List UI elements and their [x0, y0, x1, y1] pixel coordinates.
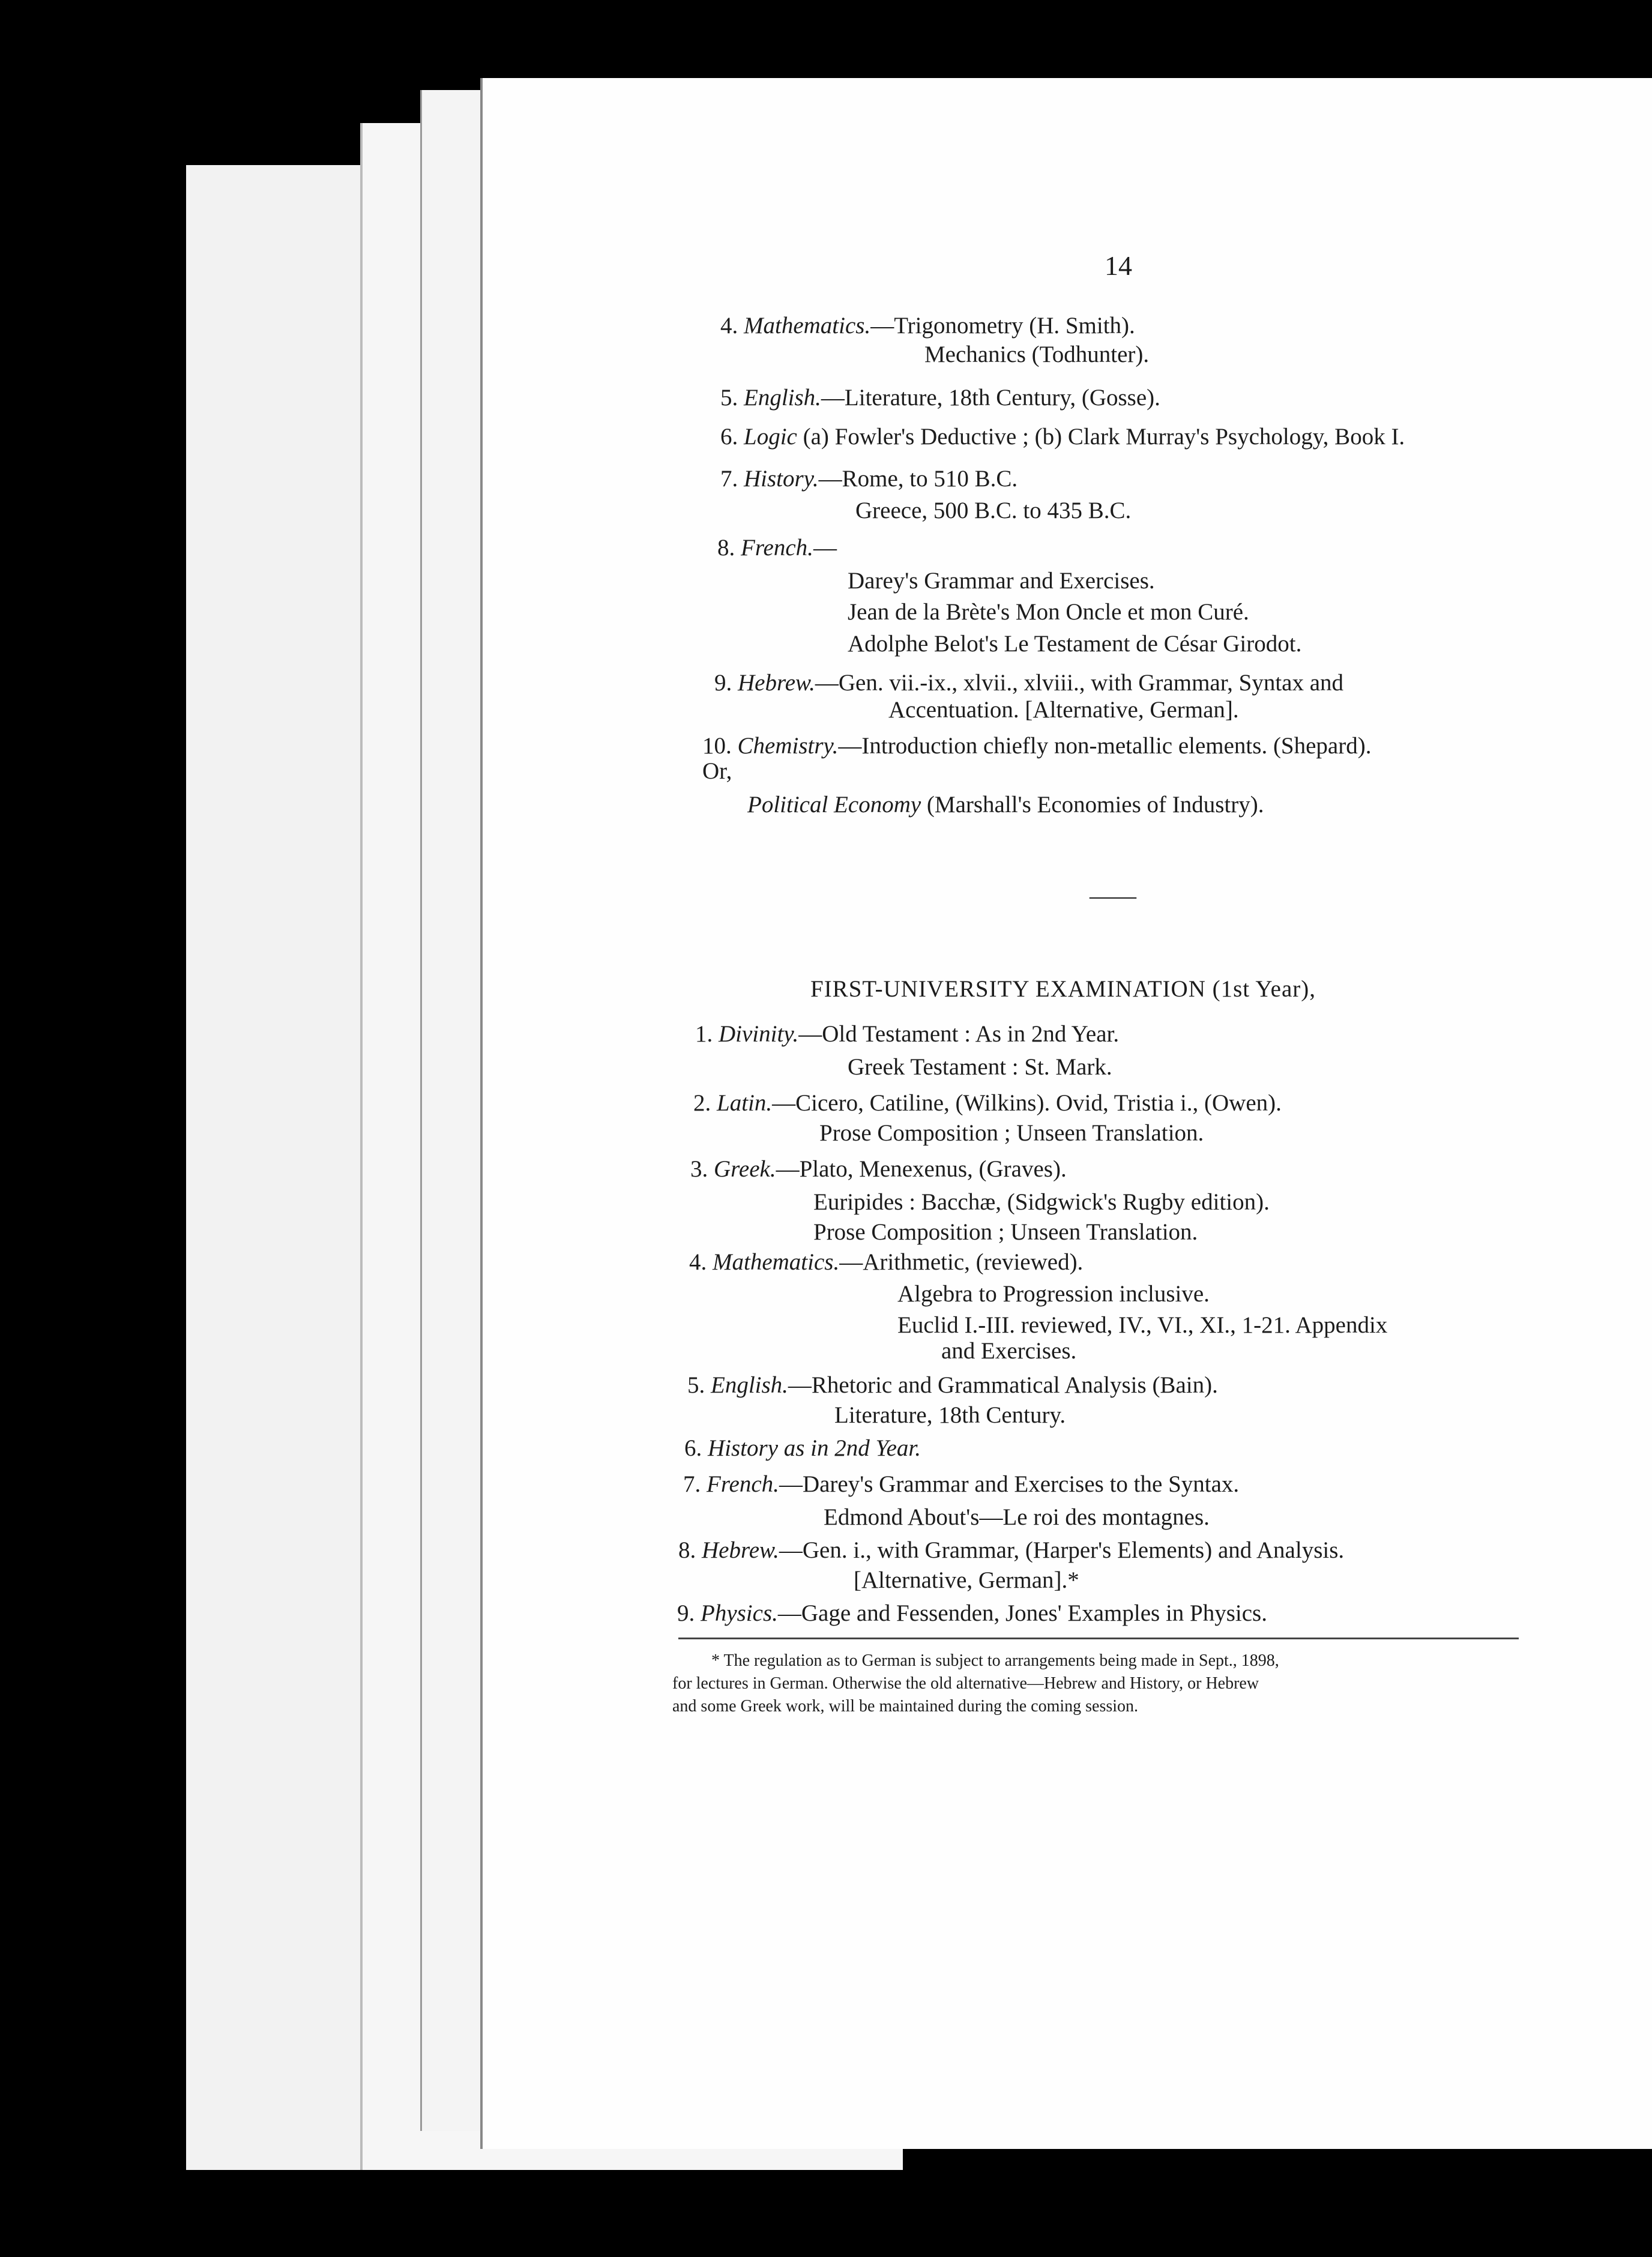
- page-number: 14: [1105, 250, 1132, 281]
- list-item: 3. Greek.—Plato, Menexenus, (Graves).: [690, 1156, 1067, 1182]
- section-title: FIRST-UNIVERSITY EXAMINATION (1st Year),: [810, 976, 1316, 1002]
- list-item: 8. Hebrew.—Gen. i., with Grammar, (Harper's Elements) and Analysis.: [678, 1537, 1345, 1563]
- list-item-continuation: Euripides : Bacchæ, (Sidgwick's Rugby edition).: [813, 1189, 1270, 1215]
- section-separator: ——: [1090, 883, 1136, 909]
- list-item-continuation: Prose Composition ; Unseen Translation.: [819, 1120, 1204, 1146]
- list-item-continuation: Prose Composition ; Unseen Translation.: [813, 1219, 1198, 1245]
- list-item-continuation: Jean de la Brète's Mon Oncle et mon Curé.: [848, 599, 1249, 625]
- list-item: 5. English.—Rhetoric and Grammatical Analysis (Bain).: [687, 1372, 1218, 1398]
- footnote-divider: [678, 1638, 1519, 1639]
- list-item: 7. French.—Darey's Grammar and Exercises to the Syntax.: [683, 1471, 1240, 1497]
- list-item: 7. History.—Rome, to 510 B.C.: [720, 466, 1018, 492]
- list-item-continuation: Literature, 18th Century.: [834, 1402, 1066, 1428]
- footnote-line: * The regulation as to German is subject to arrangements being made in Sept., 1898,: [711, 1651, 1279, 1670]
- list-item: 6. Logic (a) Fowler's Deductive ; (b) Clark Murray's Psychology, Book I.: [720, 424, 1405, 450]
- list-item: 1. Divinity.—Old Testament : As in 2nd Year.: [695, 1021, 1120, 1047]
- or-label: Or,: [702, 758, 732, 784]
- list-item-continuation: Algebra to Progression inclusive.: [897, 1281, 1210, 1307]
- list-item-continuation: Accentuation. [Alternative, German].: [888, 697, 1239, 723]
- list-item: 2. Latin.—Cicero, Catiline, (Wilkins). Ovid, Tristia i., (Owen).: [693, 1090, 1282, 1116]
- list-item: 5. English.—Literature, 18th Century, (Gosse).: [720, 385, 1160, 411]
- list-item: 9. Hebrew.—Gen. vii.-ix., xlvii., xlviii., with Grammar, Syntax and: [714, 670, 1344, 696]
- list-item-continuation: Euclid I.-III. reviewed, IV., VI., XI., 1-21. Appendix: [897, 1312, 1388, 1338]
- list-item-continuation: Edmond About's—Le roi des montagnes.: [824, 1504, 1210, 1530]
- list-item-continuation: Mechanics (Todhunter).: [924, 342, 1150, 367]
- footnote-line: for lectures in German. Otherwise the old alternative—Hebrew and History, or Hebrew: [672, 1674, 1259, 1693]
- list-item: 4. Mathematics.—Trigonometry (H. Smith).: [720, 313, 1135, 339]
- list-item: 9. Physics.—Gage and Fessenden, Jones' Examples in Physics.: [677, 1600, 1267, 1626]
- list-item-alternative: Political Economy (Marshall's Economies of Industry).: [747, 792, 1264, 818]
- list-item: 4. Mathematics.—Arithmetic, (reviewed).: [689, 1249, 1084, 1275]
- list-item-continuation: Greece, 500 B.C. to 435 B.C.: [855, 498, 1132, 523]
- list-item-continuation: Greek Testament : St. Mark.: [848, 1054, 1112, 1080]
- list-item: 6. History as in 2nd Year.: [684, 1435, 921, 1461]
- list-item-continuation: Darey's Grammar and Exercises.: [848, 568, 1155, 594]
- list-item: 8. French.—: [717, 535, 837, 561]
- list-item: 10. Chemistry.—Introduction chiefly non-metallic elements. (Shepard).: [702, 733, 1372, 759]
- list-item-continuation: Adolphe Belot's Le Testament de César Girodot.: [848, 631, 1302, 657]
- list-item-continuation: and Exercises.: [941, 1338, 1077, 1364]
- list-item-continuation: [Alternative, German].*: [854, 1567, 1079, 1593]
- footnote-line: and some Greek work, will be maintained during the coming session.: [672, 1697, 1139, 1716]
